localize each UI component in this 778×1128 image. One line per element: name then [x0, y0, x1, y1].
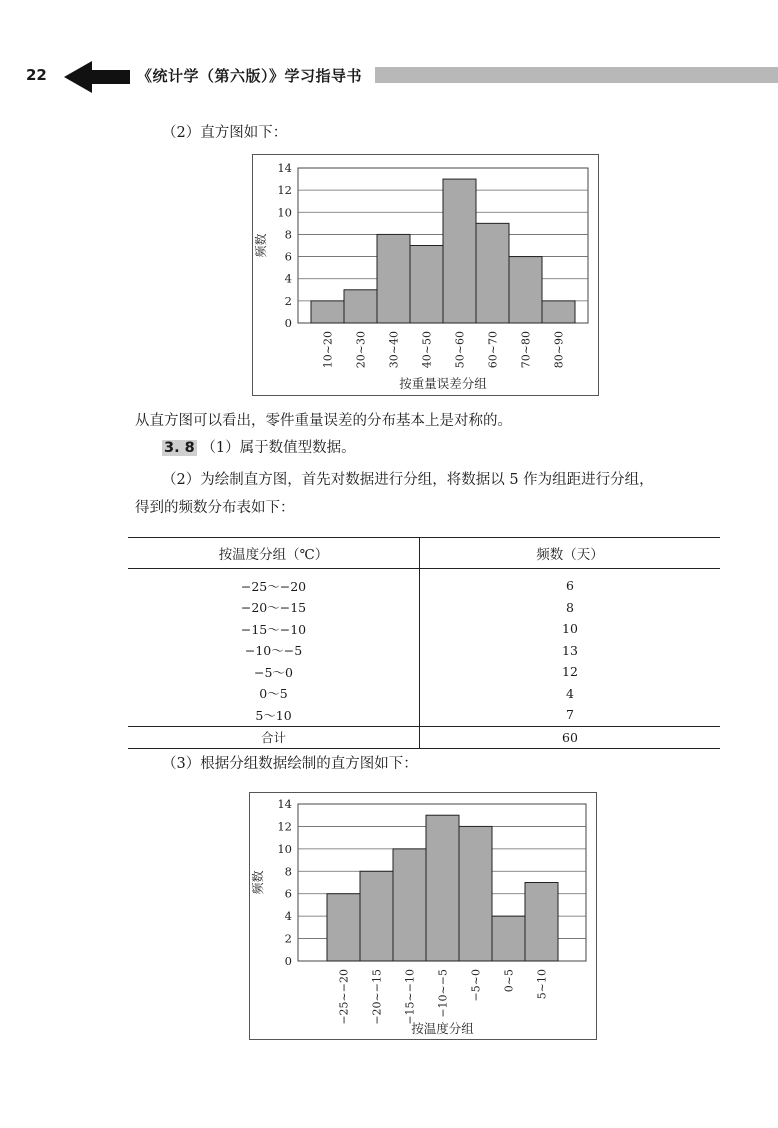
- bar-−15~−10: [393, 849, 426, 961]
- table-cell: −15～−10: [128, 618, 420, 640]
- y-tick-label: 14: [277, 797, 292, 811]
- y-tick-label: 0: [284, 954, 292, 968]
- table-cell: 13: [562, 642, 578, 658]
- table-header-group: 按温度分组（℃）: [128, 538, 420, 569]
- table-row: [128, 683, 720, 705]
- table-cell: 5～10: [128, 704, 420, 726]
- table-header-frequency: 频数（天）: [420, 538, 721, 569]
- book-title: 《统计学（第六版）》学习指导书: [137, 67, 363, 85]
- table-total-label: 合计: [128, 726, 420, 748]
- table-cell: 10: [562, 621, 578, 637]
- x-tick-label: −15~−10: [403, 969, 417, 1025]
- y-axis-label: 频数: [254, 233, 268, 258]
- table-cell: 7: [566, 707, 574, 723]
- x-tick-label: 80~90: [552, 331, 566, 369]
- y-tick-label: 2: [284, 293, 292, 308]
- x-axis-label: 按温度分组: [411, 1021, 474, 1036]
- bar-20~30: [344, 290, 377, 323]
- running-header: [0, 58, 778, 94]
- y-tick-label: 4: [284, 909, 292, 924]
- y-tick-label: 12: [277, 819, 292, 834]
- table-cell: 0～5: [128, 683, 420, 705]
- x-tick-label: −25~−20: [337, 969, 351, 1025]
- frequency-table: [128, 537, 720, 749]
- table-cell: 6: [566, 578, 574, 594]
- bar-30~40: [377, 234, 410, 323]
- bar-−25~−20: [327, 894, 360, 961]
- question-number: 3. 8: [164, 440, 195, 456]
- chart-temperature-svg: [250, 793, 596, 1039]
- header-rule: [375, 67, 778, 83]
- table-cell: −5～0: [128, 661, 420, 683]
- bar-5~10: [525, 883, 558, 962]
- y-tick-label: 4: [284, 271, 292, 286]
- paragraph-histogram-intro-3: （3）根据分组数据绘制的直方图如下：: [162, 756, 418, 772]
- paragraph-symmetric-conclusion: 从直方图可以看出，零件重量误差的分布基本上是对称的。: [135, 413, 512, 429]
- x-tick-label: 30~40: [387, 331, 401, 369]
- table-header-row: [128, 538, 720, 569]
- y-tick-label: 14: [277, 161, 292, 175]
- chart-temperature-histogram: [249, 792, 597, 1040]
- y-axis-label: 频数: [251, 870, 265, 895]
- y-tick-label: 6: [284, 249, 292, 264]
- table-row: [128, 618, 720, 640]
- bar-10~20: [311, 301, 344, 323]
- x-tick-label: −10~−5: [436, 969, 450, 1018]
- y-tick-label: 2: [284, 931, 292, 946]
- bar-50~60: [443, 179, 476, 323]
- bar-70~80: [509, 257, 542, 323]
- bar-80~90: [542, 301, 575, 323]
- table-row: [128, 569, 720, 597]
- x-tick-label: 10~20: [321, 331, 335, 369]
- y-tick-label: 10: [277, 205, 292, 220]
- x-tick-label: 40~50: [420, 331, 434, 369]
- bar-−20~−15: [360, 871, 393, 961]
- bar-60~70: [476, 223, 509, 323]
- y-tick-label: 12: [277, 183, 292, 198]
- paragraph-table-intro: 得到的频数分布表如下：: [135, 500, 295, 516]
- table-cell: 8: [566, 599, 574, 615]
- y-tick-label: 8: [284, 864, 292, 879]
- y-tick-label: 8: [284, 227, 292, 242]
- page-number: 22: [26, 66, 47, 84]
- table-cell: 12: [562, 664, 578, 680]
- x-tick-label: 50~60: [453, 331, 467, 369]
- arrow-left-icon: [62, 60, 132, 94]
- table-row: [128, 640, 720, 662]
- y-tick-label: 6: [284, 886, 292, 901]
- x-tick-label: −5~0: [469, 969, 483, 1002]
- x-tick-label: 5~10: [535, 969, 549, 1000]
- paragraph-grouping-method: （2）为绘制直方图，首先对数据进行分组，将数据以 5 作为组距进行分组，: [162, 472, 654, 488]
- x-tick-label: 70~80: [519, 331, 533, 369]
- x-tick-label: 60~70: [486, 331, 500, 369]
- table-row: [128, 661, 720, 683]
- table-total-value: 60: [420, 726, 721, 748]
- x-tick-label: 0~5: [502, 969, 516, 993]
- x-axis-label: 按重量误差分组: [399, 376, 487, 391]
- bar-−10~−5: [426, 815, 459, 961]
- paragraph-histogram-intro-1: （2）直方图如下：: [162, 125, 288, 141]
- y-tick-label: 0: [284, 316, 292, 330]
- table-total-row: [128, 726, 720, 748]
- x-tick-label: 20~30: [354, 331, 368, 369]
- table-row: [128, 704, 720, 726]
- table-row: [128, 597, 720, 619]
- y-tick-label: 10: [277, 841, 292, 856]
- bar-40~50: [410, 246, 443, 324]
- x-tick-label: −20~−15: [370, 969, 384, 1025]
- chart-weight-error-histogram: [252, 154, 599, 396]
- table-cell: 4: [566, 685, 574, 701]
- table-cell: −25～−20: [128, 569, 420, 597]
- answer-part-1: （1）属于数值型数据。: [201, 440, 356, 456]
- paragraph-question-3-8: [162, 438, 356, 458]
- bar-0~5: [492, 916, 525, 961]
- chart-weight-error-svg: [253, 155, 598, 395]
- bar-−5~0: [459, 826, 492, 961]
- table-cell: −20～−15: [128, 597, 420, 619]
- table-cell: −10～−5: [128, 640, 420, 662]
